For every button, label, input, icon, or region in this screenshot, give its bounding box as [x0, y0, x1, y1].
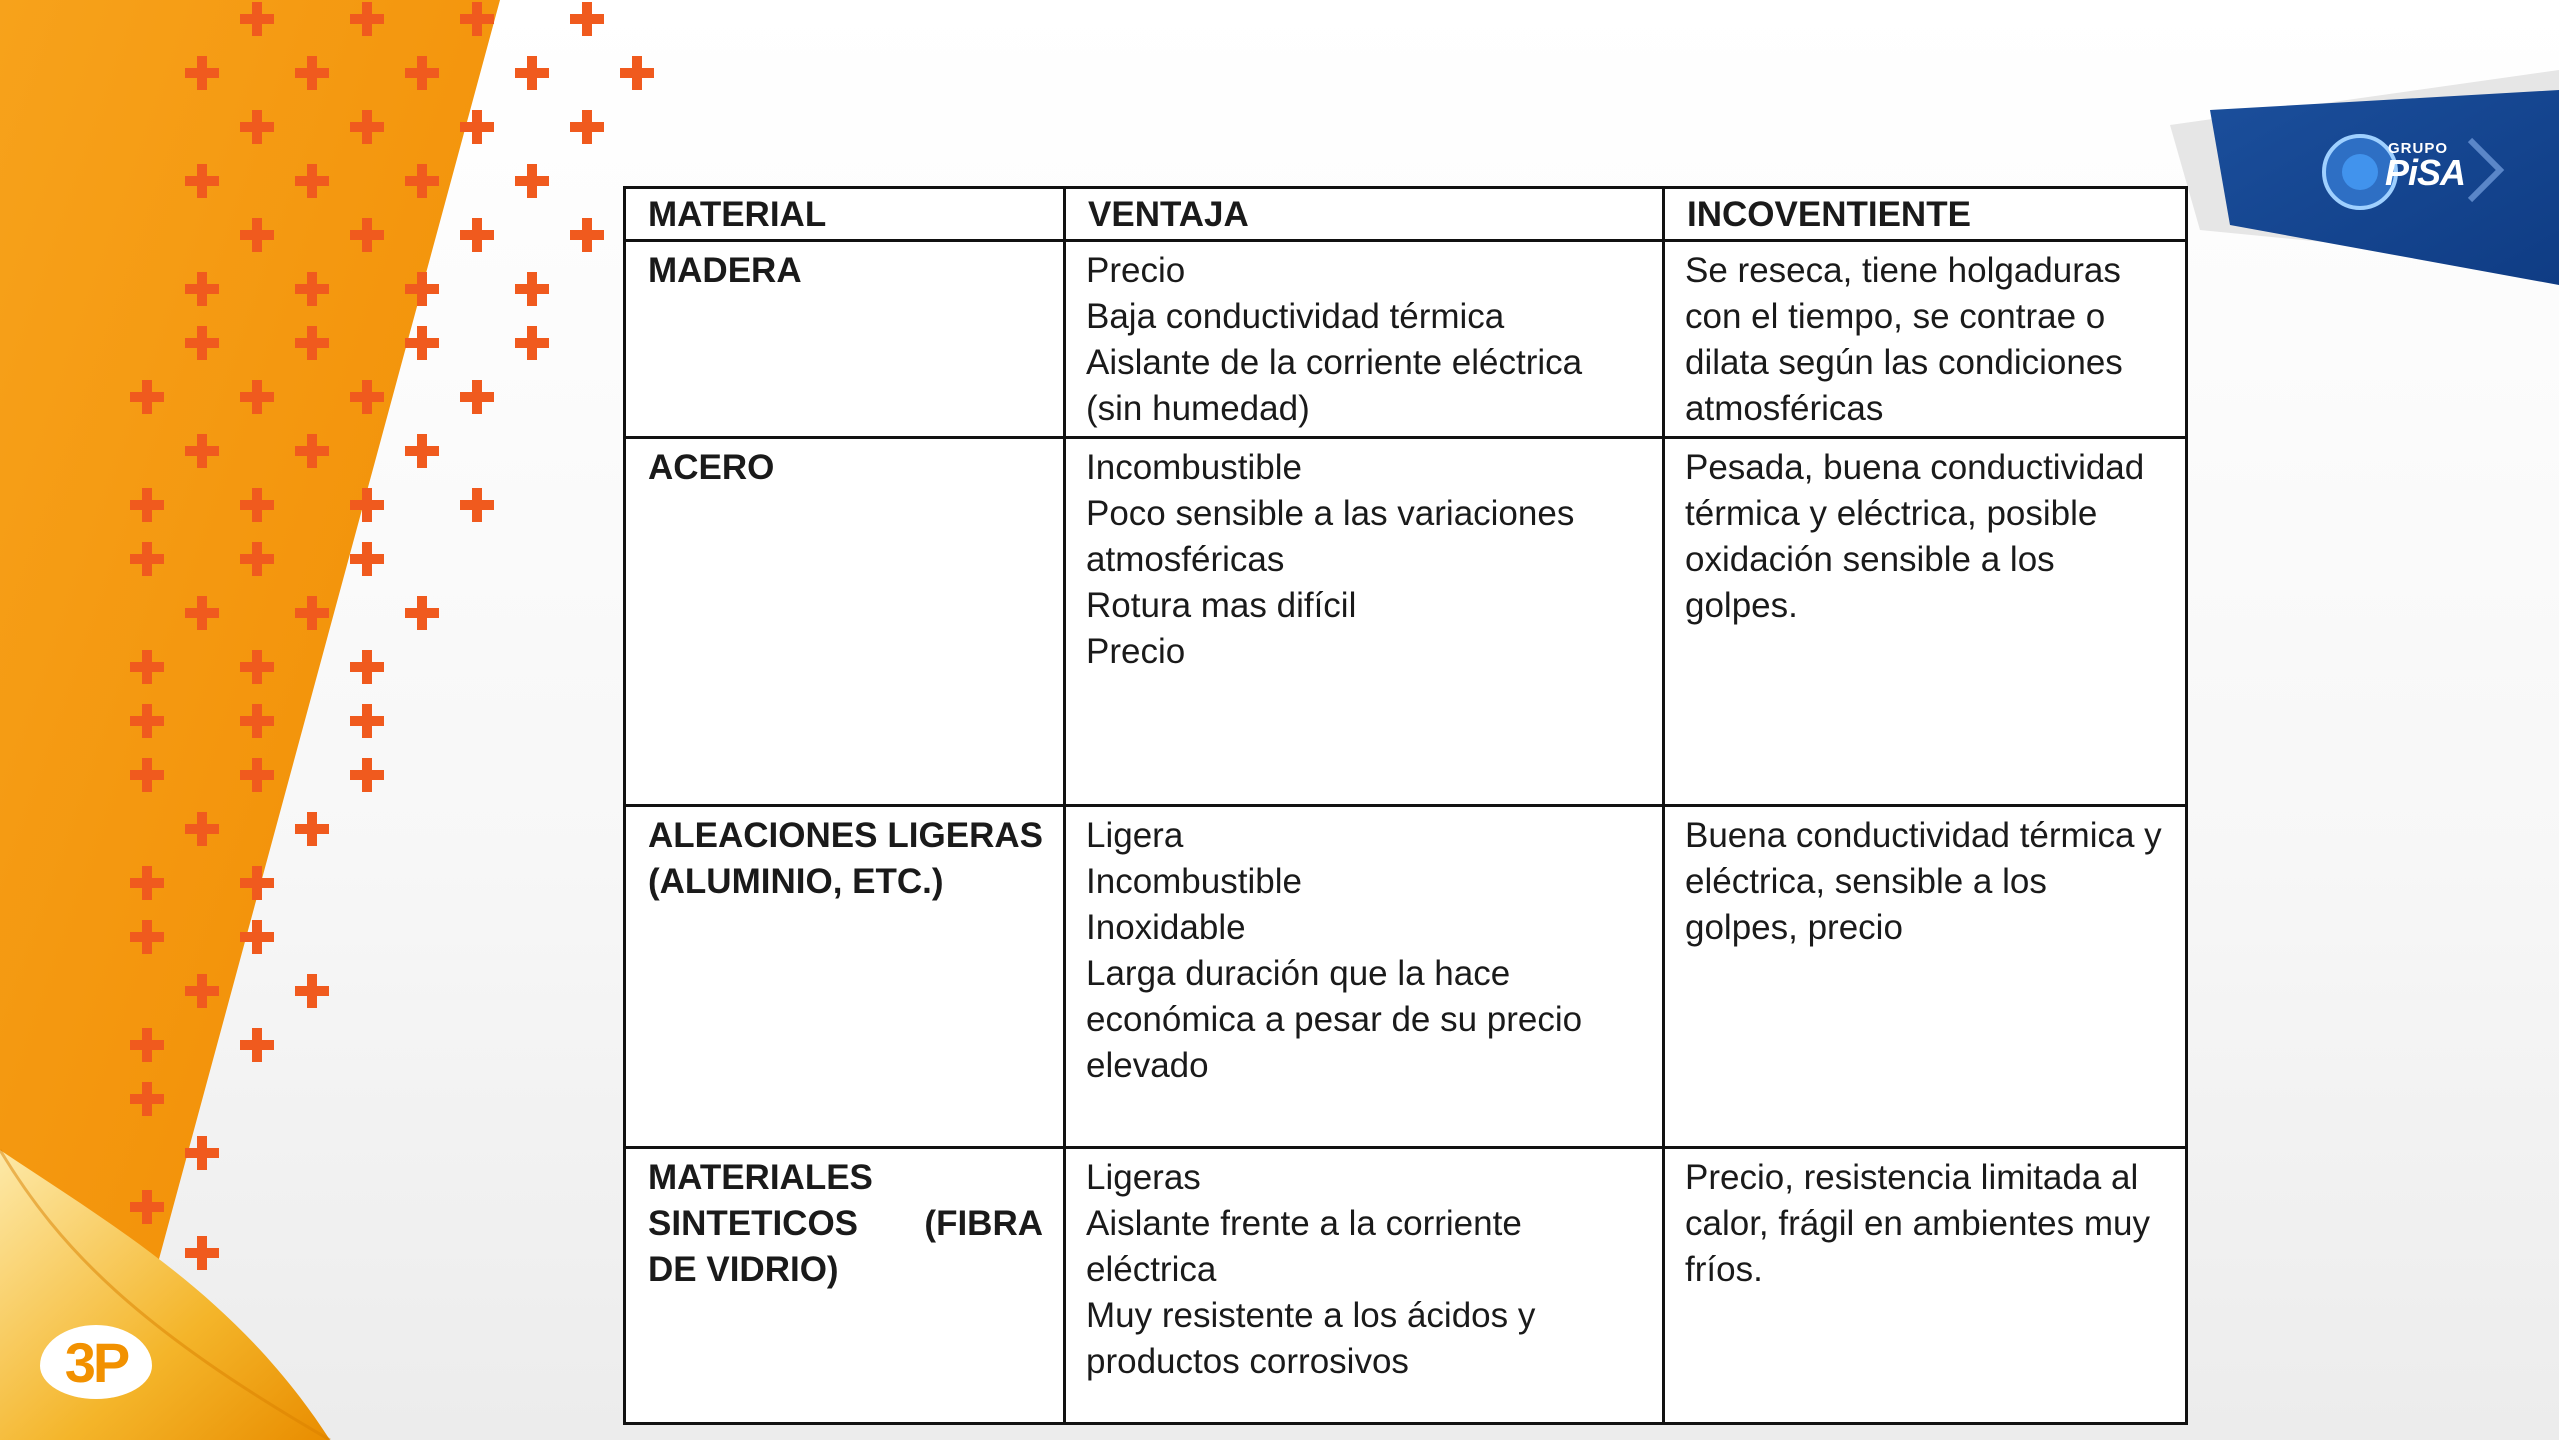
plus-icon	[570, 110, 604, 144]
material-cell: MATERIALES SINTETICOS (FIBRA DE VIDRIO)	[625, 1148, 1065, 1424]
table-header-row	[625, 188, 2187, 241]
plus-icon	[240, 704, 274, 738]
plus-icon	[240, 920, 274, 954]
ventaja-line: Precio	[1086, 632, 1186, 671]
plus-icon	[460, 218, 494, 252]
plus-icon	[240, 542, 274, 576]
plus-icon	[185, 812, 219, 846]
plus-icon	[240, 2, 274, 36]
plus-icon	[570, 218, 604, 252]
ventaja-line: Incombustible	[1086, 862, 1302, 901]
material-cell: ALEACIONES LIGERAS (ALUMINIO, ETC.)	[625, 806, 1065, 1148]
inconveniente-cell: Se reseca, tiene holgaduras con el tiempo, se contrae o dilata según las condiciones atmosféricas	[1664, 241, 2187, 438]
plus-icon	[240, 758, 274, 792]
plus-icon	[185, 164, 219, 198]
plus-icon	[405, 272, 439, 306]
brand-label-small: GRUPO	[2388, 140, 2449, 157]
plus-icon	[350, 488, 384, 522]
plus-icon	[240, 218, 274, 252]
ventaja-line: Precio	[1086, 251, 1186, 290]
plus-icon	[620, 56, 654, 90]
plus-icon	[240, 488, 274, 522]
table-row	[625, 241, 2187, 438]
plus-icon	[130, 1028, 164, 1062]
plus-icon	[130, 488, 164, 522]
ventaja-line: (sin humedad)	[1086, 389, 1310, 428]
plus-icon	[350, 650, 384, 684]
plus-icon	[295, 164, 329, 198]
material-cell: ACERO	[625, 438, 1065, 806]
plus-icon	[240, 380, 274, 414]
plus-icon	[350, 380, 384, 414]
ventaja-cell	[1065, 241, 1664, 438]
plus-icon	[185, 1136, 219, 1170]
plus-icon	[240, 1028, 274, 1062]
plus-icon	[240, 110, 274, 144]
ventaja-line: Inoxidable	[1086, 908, 1246, 947]
plus-icon	[295, 596, 329, 630]
plus-icon	[405, 596, 439, 630]
plus-icon	[185, 1236, 219, 1270]
inconveniente-cell: Buena conductividad térmica y eléctrica, sensible a los golpes, precio	[1664, 806, 2187, 1148]
ventaja-line: Poco sensible a las variaciones atmosféricas	[1086, 494, 1575, 579]
plus-icon	[405, 434, 439, 468]
plus-icon	[350, 110, 384, 144]
material-cell: MADERA	[625, 241, 1065, 438]
plus-icon	[240, 650, 274, 684]
inconveniente-cell: Precio, resistencia limitada al calor, frágil en ambientes muy fríos.	[1664, 1148, 2187, 1424]
plus-icon	[295, 434, 329, 468]
logo-3p: 3P	[40, 1325, 152, 1399]
ventaja-line: Ligera	[1086, 816, 1184, 855]
ventaja-cell	[1065, 438, 1664, 806]
plus-icon	[460, 110, 494, 144]
ventaja-line: Muy resistente a los ácidos y productos corrosivos	[1086, 1296, 1536, 1381]
table-row	[625, 806, 2187, 1148]
plus-icon	[570, 2, 604, 36]
plus-icon	[185, 596, 219, 630]
ventaja-cell	[1065, 1148, 1664, 1424]
header-inconveniente: INCOVENTIENTE	[1664, 188, 2187, 241]
plus-icon	[350, 542, 384, 576]
materials-table	[623, 186, 2188, 1425]
ventaja-line: Larga duración que la hace económica a pesar de su precio elevado	[1086, 954, 1583, 1085]
plus-icon	[405, 326, 439, 360]
plus-icon	[240, 866, 274, 900]
ventaja-line: Baja conductividad térmica	[1086, 297, 1505, 336]
plus-icon	[295, 974, 329, 1008]
plus-icon	[130, 650, 164, 684]
plus-icon	[350, 704, 384, 738]
ventaja-line: Aislante frente a la corriente eléctrica	[1086, 1204, 1522, 1289]
header-ventaja: VENTAJA	[1065, 188, 1664, 241]
plus-icon	[515, 326, 549, 360]
plus-icon	[130, 758, 164, 792]
plus-icon	[460, 380, 494, 414]
plus-icon	[130, 866, 164, 900]
plus-icon	[130, 1190, 164, 1224]
table-row	[625, 1148, 2187, 1424]
ventaja-line: Rotura mas difícil	[1086, 586, 1357, 625]
plus-icon	[185, 56, 219, 90]
brand-label-big: PiSA	[2385, 152, 2466, 193]
plus-icon	[130, 920, 164, 954]
plus-icon	[350, 758, 384, 792]
table-row	[625, 438, 2187, 806]
plus-icon	[130, 542, 164, 576]
plus-icon	[185, 272, 219, 306]
ventaja-line: Ligeras	[1086, 1158, 1201, 1197]
plus-icon	[460, 488, 494, 522]
plus-icon	[130, 704, 164, 738]
plus-icon	[130, 1082, 164, 1116]
plus-icon	[295, 326, 329, 360]
plus-icon	[295, 812, 329, 846]
ventaja-line: Aislante de la corriente eléctrica	[1086, 343, 1583, 382]
header-material: MATERIAL	[625, 188, 1065, 241]
inconveniente-cell: Pesada, buena conductividad térmica y eléctrica, posible oxidación sensible a los golpes.	[1664, 438, 2187, 806]
plus-icon	[185, 974, 219, 1008]
plus-icon	[515, 56, 549, 90]
plus-icon	[405, 164, 439, 198]
plus-icon	[405, 56, 439, 90]
ventaja-cell	[1065, 806, 1664, 1148]
plus-icon	[350, 218, 384, 252]
plus-icon	[460, 2, 494, 36]
plus-icon	[295, 56, 329, 90]
plus-icon	[350, 2, 384, 36]
brand-banner	[2170, 70, 2559, 330]
plus-icon	[515, 272, 549, 306]
plus-icon	[130, 380, 164, 414]
plus-icon	[185, 326, 219, 360]
ventaja-line: Incombustible	[1086, 448, 1302, 487]
plus-icon	[185, 434, 219, 468]
plus-icon	[295, 272, 329, 306]
plus-icon	[515, 164, 549, 198]
